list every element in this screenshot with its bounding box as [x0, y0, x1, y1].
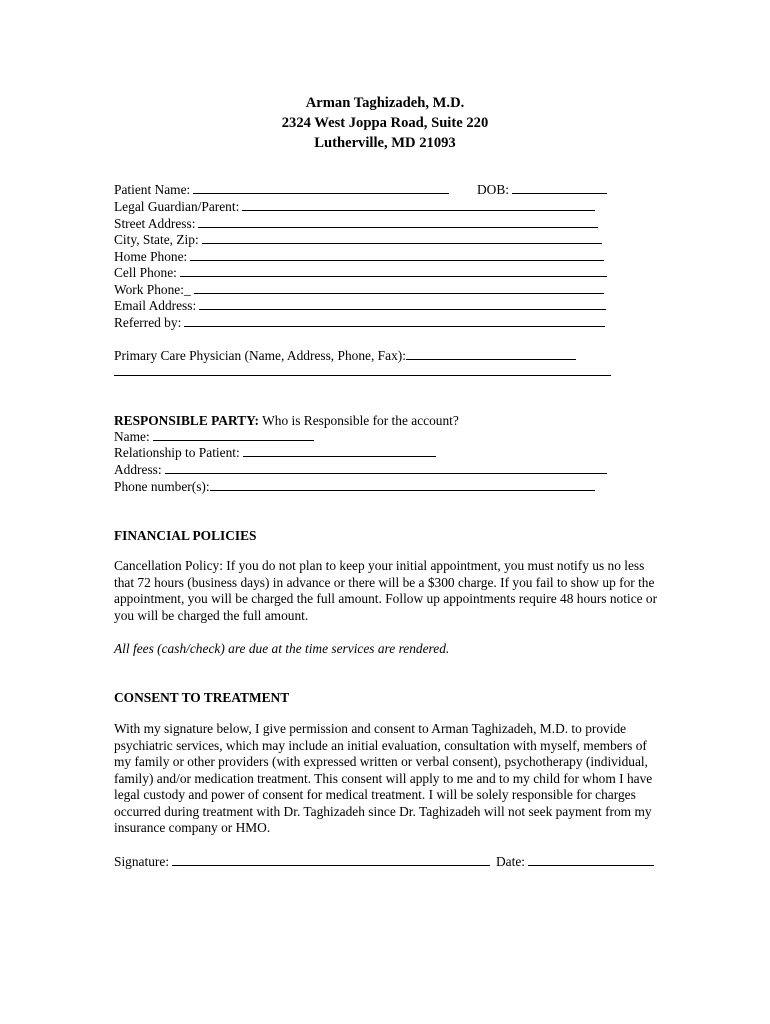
responsible-address-row: [114, 461, 607, 478]
responsible-name-field[interactable]: [153, 428, 314, 441]
city-state-zip-label: City, State, Zip:: [114, 232, 199, 247]
city-state-zip-field[interactable]: [202, 231, 602, 244]
referred-by-row: [114, 314, 605, 331]
home-phone-field[interactable]: [190, 248, 604, 261]
responsible-party-question: Who is Responsible for the account?: [259, 413, 459, 428]
responsible-address-label: Address:: [114, 462, 162, 477]
responsible-party-heading-row: [114, 412, 459, 429]
primary-care-field-line2[interactable]: [114, 363, 611, 376]
signature-row: [114, 853, 490, 870]
cell-phone-row: [114, 264, 607, 281]
responsible-phone-field[interactable]: [210, 478, 595, 491]
email-address-label: Email Address:: [114, 298, 197, 313]
practice-header: [0, 93, 770, 153]
responsible-name-row: [114, 428, 314, 445]
email-address-row: [114, 297, 606, 314]
relationship-label: Relationship to Patient:: [114, 445, 240, 460]
responsible-phone-row: [114, 478, 595, 495]
responsible-address-field[interactable]: [165, 461, 607, 474]
home-phone-label: Home Phone:: [114, 249, 188, 264]
street-address-row: [114, 215, 598, 232]
work-phone-label: Work Phone:_: [114, 282, 191, 297]
patient-name-field[interactable]: [193, 181, 449, 194]
practice-address-line1: 2324 West Joppa Road, Suite 220: [281, 115, 489, 131]
fees-notice: All fees (cash/check) are due at the time services are rendered.: [114, 641, 450, 656]
responsible-name-label: Name:: [114, 429, 150, 444]
signature-field[interactable]: [172, 853, 490, 866]
relationship-row: [114, 444, 436, 461]
home-phone-row: [114, 248, 604, 265]
dob-field[interactable]: [512, 181, 607, 194]
consent-body: With my signature below, I give permission and consent to Arman Taghizadeh, M.D. to provide psychiatric services, which may include an initial evaluation, consultation with myself, members of my family or other providers (with expressed written or verbal consent), psychotherapy (individual, family) and/or medication treatment. This consent will apply to me and to my child for whom I have legal custody and power of consent for medical treatment. I will be solely responsible for charges occurred during treatment with Dr. Taghizadeh since Dr. Taghizadeh will not seek payment from my insurance company or HMO.: [114, 721, 653, 835]
street-address-label: Street Address:: [114, 216, 196, 231]
referred-by-label: Referred by:: [114, 315, 182, 330]
email-address-field[interactable]: [199, 297, 606, 310]
street-address-field[interactable]: [198, 215, 598, 228]
signature-label: Signature:: [114, 854, 170, 869]
city-state-zip-row: [114, 231, 602, 248]
date-row: [496, 853, 654, 870]
relationship-field[interactable]: [243, 444, 436, 457]
date-field[interactable]: [528, 853, 654, 866]
practice-address-line2: Lutherville, MD 21093: [314, 135, 456, 151]
primary-care-row: [114, 347, 576, 364]
primary-care-field[interactable]: [406, 347, 576, 360]
work-phone-row: [114, 281, 604, 298]
work-phone-field[interactable]: [194, 281, 604, 294]
practice-name: Arman Taghizadeh, M.D.: [305, 95, 465, 111]
responsible-party-heading: RESPONSIBLE PARTY:: [114, 413, 260, 428]
patient-name-row: [114, 181, 449, 198]
cancellation-policy: Cancellation Policy: If you do not plan to keep your initial appointment, you must notify us no less that 72 hours (business days) in advance or there will be a $300 charge. If you fail to show up for the appointment, you will be charged the full amount. Follow up appointments require 48 hours notice or you will be charged the full amount.: [114, 558, 658, 623]
consent-heading: CONSENT TO TREATMENT: [114, 690, 290, 705]
cell-phone-label: Cell Phone:: [114, 265, 177, 280]
dob-row: [477, 181, 607, 198]
primary-care-label: Primary Care Physician (Name, Address, Phone, Fax):: [114, 348, 406, 363]
date-label: Date:: [496, 854, 525, 869]
legal-guardian-row: [114, 198, 595, 215]
financial-heading: FINANCIAL POLICIES: [114, 528, 257, 543]
primary-care-row-2: [114, 363, 611, 380]
responsible-phone-label: Phone number(s):: [114, 479, 210, 494]
referred-by-field[interactable]: [184, 314, 605, 327]
legal-guardian-field[interactable]: [242, 198, 595, 211]
dob-label: DOB:: [477, 182, 509, 197]
patient-name-label: Patient Name:: [114, 182, 191, 197]
legal-guardian-label: Legal Guardian/Parent:: [114, 199, 240, 214]
cell-phone-field[interactable]: [180, 264, 607, 277]
